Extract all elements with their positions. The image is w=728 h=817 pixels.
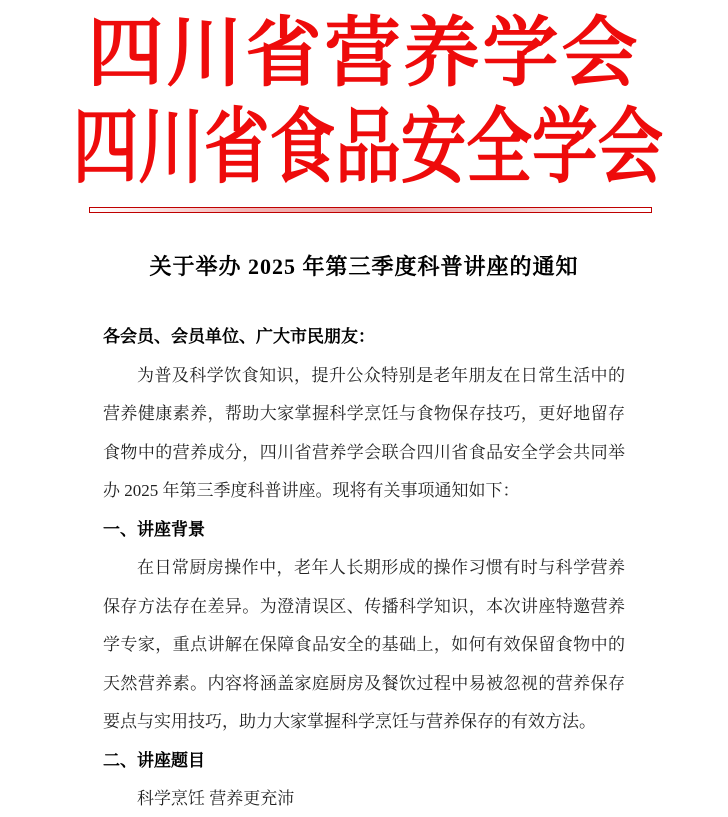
salutation-line: 各会员、会员单位、广大市民朋友： [103, 327, 375, 346]
letterhead-divider-rule [89, 207, 652, 213]
section-1-line: 学专家，重点讲解在保障食品安全的基础上，如何有效保留食物中的 [103, 635, 625, 654]
notice-title: 关于举办 2025 年第三季度科普讲座的通知 [149, 254, 579, 279]
intro-line: 食物中的营养成分，四川省营养学会联合四川省食品安全学会共同举 [103, 442, 625, 462]
intro-paragraph [103, 357, 625, 511]
notice-body [103, 318, 625, 817]
section-1-line: 要点与实用技巧，助力大家掌握科学烹饪与营养保存的有效方法。 [103, 712, 596, 731]
section-1-line: 保存方法存在差异。为澄清误区、传播科学知识，本次讲座特邀营养 [103, 596, 625, 616]
intro-line: 办 2025 年第三季度科普讲座。现将有关事项通知如下： [103, 481, 520, 500]
section-1-paragraph [103, 549, 625, 742]
letterhead-org-nutrition-society: 四川省营养学会 [87, 12, 641, 96]
intro-line: 营养健康素养，帮助大家掌握科学烹饪与食物保存技巧，更好地留存 [103, 404, 625, 423]
letterhead [0, 0, 728, 194]
intro-line: 为普及科学饮食知识，提升公众特别是老年朋友在日常生活中的 [137, 365, 625, 385]
section-1-heading: 一、讲座背景 [103, 519, 205, 539]
section-1-line: 在日常厨房操作中，老年人长期形成的操作习惯有时与科学营养 [137, 558, 625, 577]
letterhead-org-food-safety-society: 四川省食品安全学会 [72, 102, 664, 193]
section-1-line: 天然营养素。内容将涵盖家庭厨房及餐饮过程中易被忽视的营养保存 [103, 673, 625, 693]
section-2-heading: 二、讲座题目 [103, 750, 205, 770]
lecture-topic-line: 科学烹饪 营养更充沛 [137, 789, 295, 808]
